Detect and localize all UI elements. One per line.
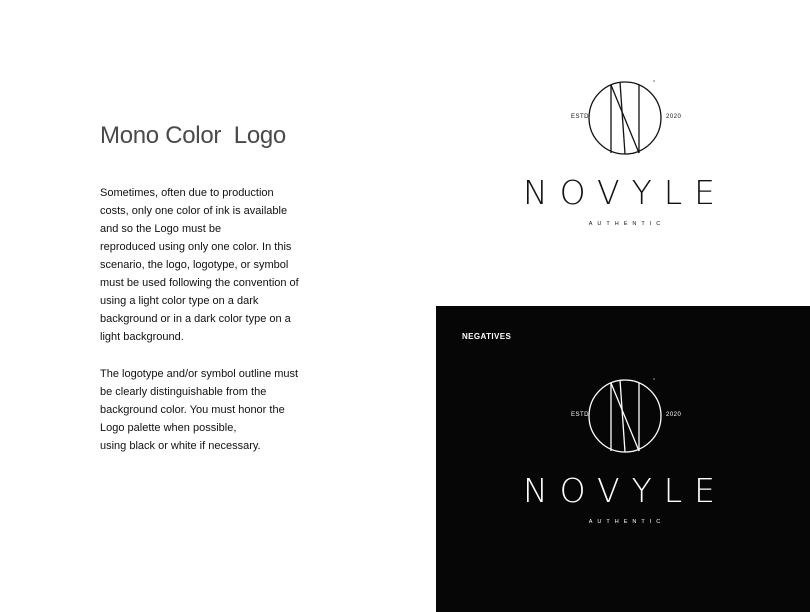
brand-wordmark: NOVYLE <box>522 471 728 510</box>
paragraph-line: background color. You must honor the <box>100 404 285 416</box>
paragraph-line: scenario, the logo, logotype, or symbol <box>100 259 289 271</box>
year-label: 2020 <box>666 114 682 120</box>
logo-n-diagonal <box>611 85 639 153</box>
year-label: 2020 <box>666 412 682 418</box>
brand-wordmark: NOVYLE <box>522 173 728 212</box>
tagline: AUTHENTIC <box>588 519 666 525</box>
paragraph-line: must be used following the convention of <box>100 277 299 289</box>
page-title: Mono Color Logo <box>100 122 286 149</box>
paragraph-line: The logotype and/or symbol outline must <box>100 368 299 380</box>
paragraph-line: using black or white if necessary. <box>100 440 261 452</box>
paragraph-line: Sometimes, often due to production <box>100 187 274 199</box>
paragraph-line: background or in a dark color type on a <box>100 313 291 325</box>
estd-label: ESTD <box>571 114 590 120</box>
novyle-logo-mark <box>520 76 730 231</box>
description-paragraph-2 <box>100 365 330 455</box>
paragraph-line: using a light color type on a dark <box>100 295 259 307</box>
logo-negative <box>520 374 730 529</box>
logo-positive <box>520 76 730 231</box>
description-paragraph-1 <box>100 184 330 346</box>
logo-dot <box>653 378 654 379</box>
estd-label: ESTD <box>571 412 590 418</box>
paragraph-line: be clearly distinguishable from the <box>100 386 267 398</box>
paragraph-line: costs, only one color of ink is available <box>100 205 288 217</box>
logo-dot <box>653 80 654 81</box>
tagline: AUTHENTIC <box>588 221 666 227</box>
paragraph-line: reproduced using only one color. In this <box>100 241 292 253</box>
paragraph-line: light background. <box>100 331 184 343</box>
paragraph-line: and so the Logo must be <box>100 223 222 235</box>
logo-n-diagonal <box>611 383 639 451</box>
paragraph-line: Logo palette when possible, <box>100 422 237 434</box>
negatives-label: NEGATIVES <box>462 332 512 341</box>
negatives-panel <box>436 306 810 612</box>
novyle-logo-mark-negative <box>520 374 730 529</box>
